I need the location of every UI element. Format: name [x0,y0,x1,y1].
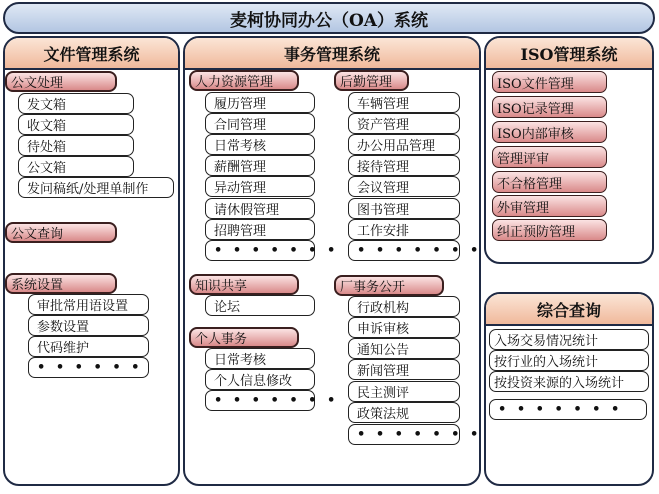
group-doc-query[interactable]: 公文查询 [5,222,117,243]
hr-item-salary[interactable]: 薪酬管理 [205,155,315,176]
personal-item-more[interactable]: • • • • • • • [205,390,315,411]
file-item-pending[interactable]: 待处箱 [18,135,134,156]
group-system-settings[interactable]: 系统设置 [5,273,117,294]
iso-item-record-management[interactable]: ISO记录管理 [492,96,607,118]
query-item-industry-stats[interactable]: 按行业的入场统计 [489,350,649,371]
logistics-item-reception[interactable]: 接待管理 [348,155,460,176]
hr-item-leave[interactable]: 请休假管理 [205,198,315,219]
query-title: 综合查询 [486,294,652,326]
hr-item-contract[interactable]: 合同管理 [205,113,315,134]
group-public-affairs[interactable]: 厂事务公开 [334,275,444,296]
iso-item-corrective-preventive[interactable]: 纠正预防管理 [492,219,607,241]
logistics-item-assets[interactable]: 资产管理 [348,113,460,134]
query-item-more[interactable]: • • • • • • • [489,399,647,420]
logistics-item-meetings[interactable]: 会议管理 [348,176,460,197]
public-item-news[interactable]: 新闻管理 [348,359,460,380]
hr-item-recruitment[interactable]: 招聘管理 [205,219,315,240]
settings-item-code-maintenance[interactable]: 代码维护 [28,336,149,357]
logistics-item-more[interactable]: • • • • • • • [348,240,460,261]
knowledge-item-forum[interactable]: 论坛 [205,295,315,316]
public-item-more[interactable]: • • • • • • • [348,424,460,445]
personal-item-daily-assessment[interactable]: 日常考核 [205,348,315,369]
public-item-administration[interactable]: 行政机构 [348,296,460,317]
file-item-outbox[interactable]: 发文箱 [18,93,134,114]
group-hr[interactable]: 人力资源管理 [189,70,299,91]
affairs-management-title: 事务管理系统 [185,38,479,70]
hr-item-resume[interactable]: 履历管理 [205,92,315,113]
logistics-item-office-supplies[interactable]: 办公用品管理 [348,134,460,155]
file-management-title: 文件管理系统 [5,38,178,70]
group-official-docs[interactable]: 公文处理 [5,71,117,92]
public-item-democratic-evaluation[interactable]: 民主测评 [348,381,460,402]
public-item-policies[interactable]: 政策法规 [348,402,460,423]
file-item-archive[interactable]: 公文箱 [18,156,134,177]
hr-item-more[interactable]: • • • • • • • [205,240,315,261]
public-item-notices[interactable]: 通知公告 [348,338,460,359]
query-item-trade-stats[interactable]: 入场交易情况统计 [489,329,649,350]
query-item-investment-source-stats[interactable]: 按投资来源的入场统计 [489,371,649,392]
group-logistics[interactable]: 后勤管理 [334,70,409,91]
hr-item-daily-assessment[interactable]: 日常考核 [205,134,315,155]
personal-item-edit-info[interactable]: 个人信息修改 [205,369,315,390]
file-item-draft-form[interactable]: 发问稿纸/处理单制作 [18,177,174,198]
group-personal-affairs[interactable]: 个人事务 [189,327,299,348]
settings-item-parameters[interactable]: 参数设置 [28,315,149,336]
iso-item-internal-audit[interactable]: ISO内部审核 [492,121,607,143]
iso-management-title: ISO管理系统 [486,38,652,70]
group-knowledge-sharing[interactable]: 知识共享 [189,274,299,295]
file-item-inbox[interactable]: 收文箱 [18,114,134,135]
iso-item-management-review[interactable]: 管理评审 [492,146,607,168]
public-item-appeal-review[interactable]: 申诉审核 [348,317,460,338]
page-title: 麦柯协同办公（OA）系统 [3,2,655,34]
iso-item-external-audit[interactable]: 外审管理 [492,195,607,217]
settings-item-approval-phrases[interactable]: 审批常用语设置 [28,294,149,315]
iso-item-nonconformity[interactable]: 不合格管理 [492,171,607,193]
logistics-item-work-schedule[interactable]: 工作安排 [348,219,460,240]
settings-item-more[interactable]: • • • • • • [28,357,149,378]
logistics-item-vehicles[interactable]: 车辆管理 [348,92,460,113]
iso-item-file-management[interactable]: ISO文件管理 [492,71,607,93]
logistics-item-library[interactable]: 图书管理 [348,198,460,219]
hr-item-transfer[interactable]: 异动管理 [205,176,315,197]
